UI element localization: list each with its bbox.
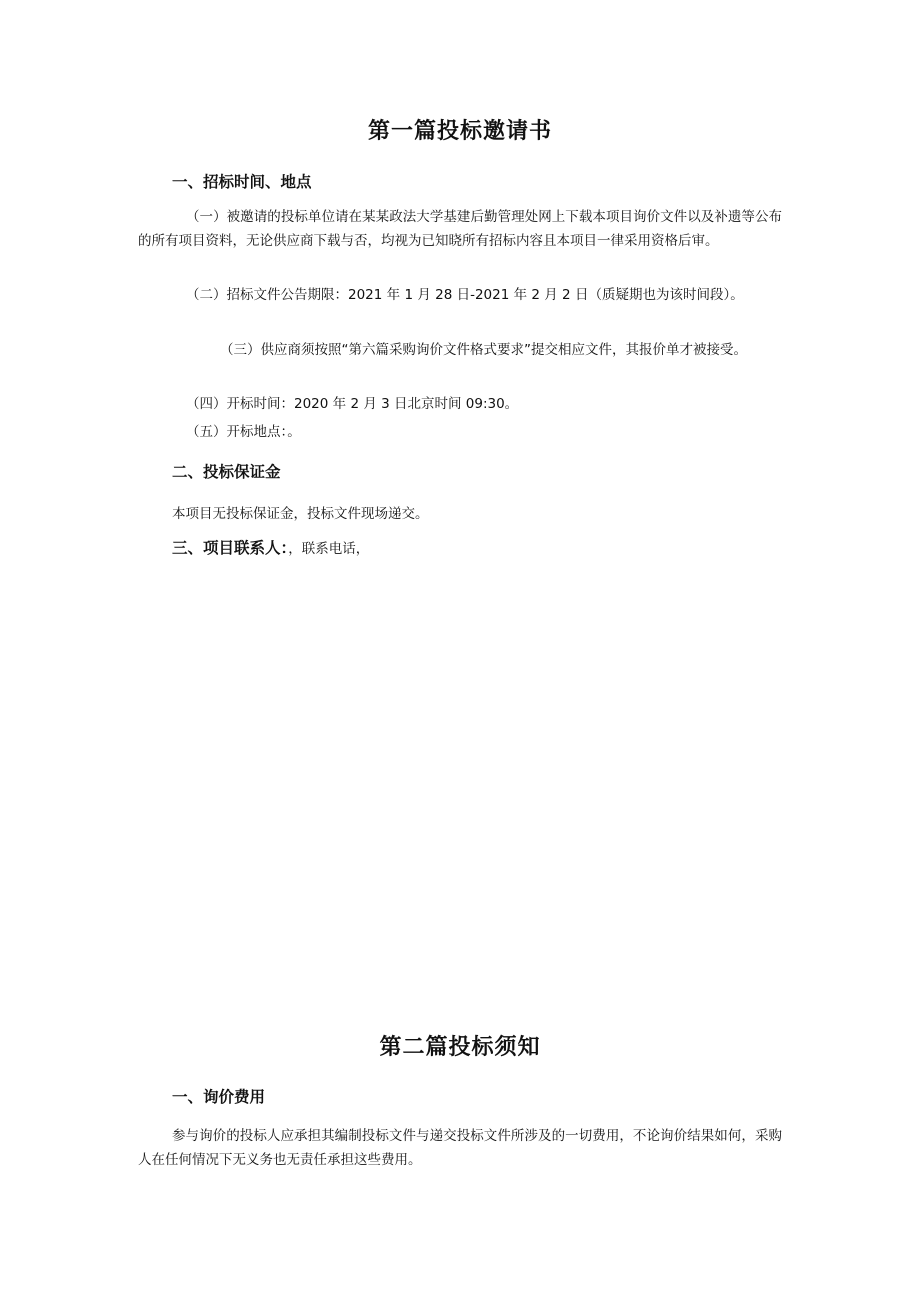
item-4-paragraph: （四）开标时间：2020 年 2 月 3 日北京时间 09:30。	[186, 396, 519, 412]
contact-heading: 三、项目联系人：	[172, 539, 289, 557]
section-heading-time-location: 一、招标时间、地点	[172, 173, 312, 191]
section-heading-inquiry-cost: 一、询价费用	[172, 1088, 266, 1106]
item-5-paragraph: （五）开标地点：。	[186, 424, 301, 440]
section-heading-deposit: 二、投标保证金	[172, 463, 281, 481]
item-3-paragraph: （三）供应商须按照“第六篇采购询价文件格式要求”提交相应文件，其报价单才被接受。	[220, 342, 747, 358]
contact-line	[172, 536, 369, 561]
inquiry-cost-paragraph: 参与询价的投标人应承担其编制投标文件与递交投标文件所涉及的一切费用，不论询价结果如何，采购人在任何情况下无义务也无责任承担这些费用。	[138, 1128, 782, 1168]
deposit-paragraph: 本项目无投标保证金，投标文件现场递交。	[172, 506, 429, 522]
item-2-paragraph: （二）招标文件公告期限：2021 年 1 月 28 日-2021 年 2 月 2 日（质疑期也为该时间段）。	[186, 287, 744, 303]
part2-title: 第二篇投标须知	[379, 1035, 541, 1060]
item-1-paragraph: （一）被邀请的投标单位请在某某政法大学基建后勤管理处网上下载本项目询价文件以及补遗等公布的所有项目资料，无论供应商下载与否，均视为已知晓所有招标内容且本项目一律采用资格后审。	[138, 209, 782, 249]
part1-title: 第一篇投标邀请书	[367, 119, 552, 144]
contact-body: ，联系电话，	[288, 541, 370, 557]
